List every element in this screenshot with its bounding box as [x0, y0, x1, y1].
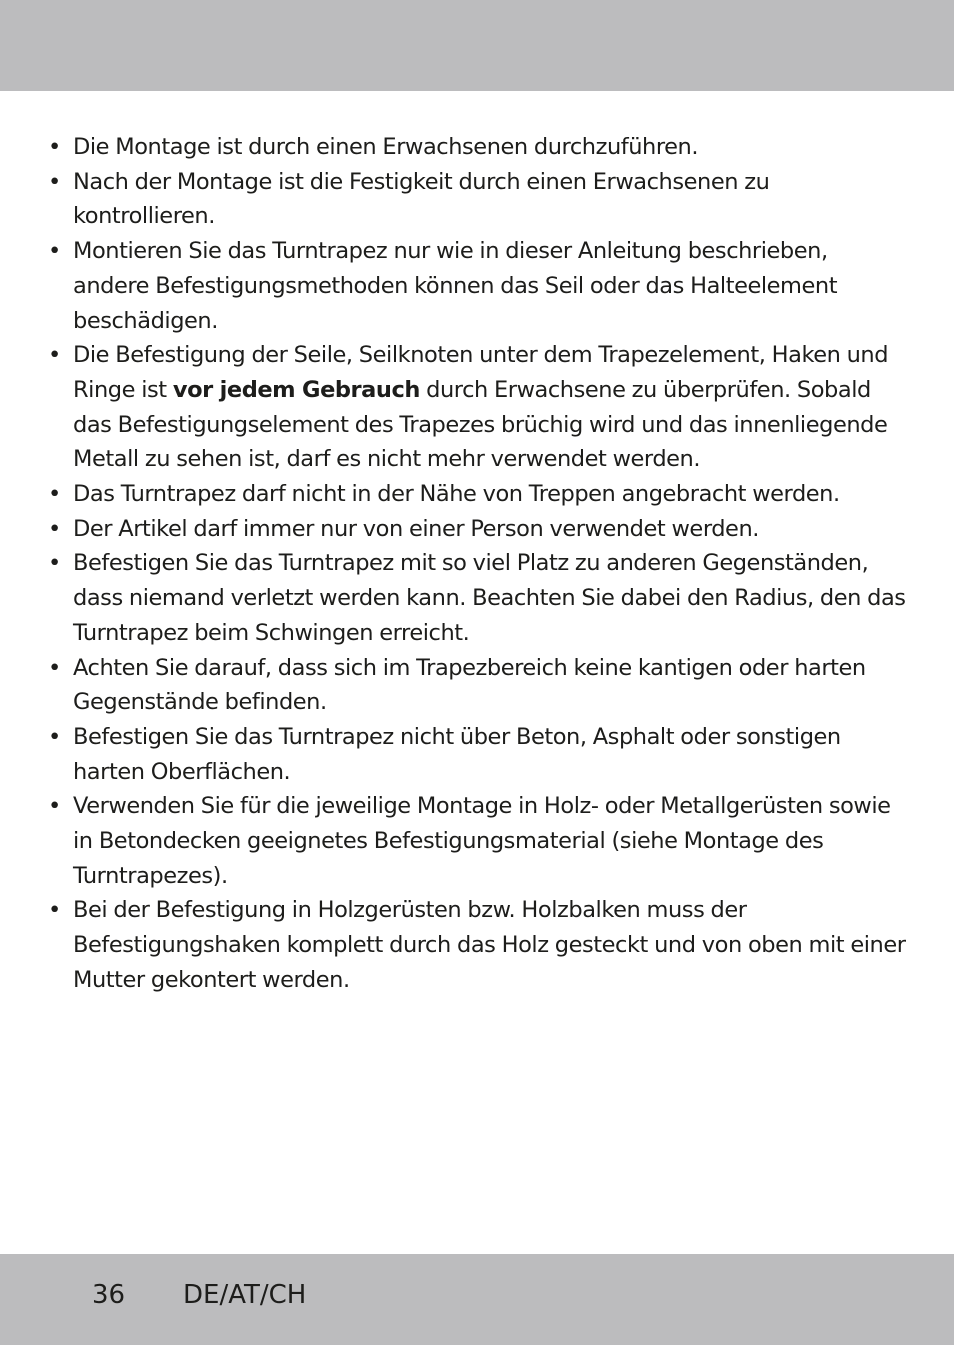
safety-instructions-list — [48, 130, 908, 998]
list-item-text: Achten Sie darauf, dass sich im Trapezbereich keine kantigen oder harten Gegenstände befinden. — [73, 654, 866, 716]
bullet-dot-icon: • — [48, 238, 61, 265]
list-item-text: Verwenden Sie für die jeweilige Montage in Holz- oder Metallgerüsten sowie in Betondecken geeignetes Befestigungsmaterial (siehe Montage des Turntrapezes). — [73, 793, 891, 889]
list-item — [48, 165, 908, 234]
list-item — [48, 512, 908, 547]
list-item — [48, 893, 908, 997]
bullet-dot-icon: • — [48, 550, 61, 577]
list-item — [48, 651, 908, 720]
list-item-text: Montieren Sie das Turntrapez nur wie in dieser Anleitung beschrieben, andere Befestigungsmethoden können das Seil oder das Halteelement beschädigen. — [73, 238, 838, 334]
list-item-text-pre: Die Befestigung der Seile, Seilknoten unter dem Trapezelement, Haken und Ringe ist — [73, 342, 889, 403]
bullet-dot-icon: • — [48, 897, 61, 924]
list-item-text: Die Montage ist durch einen Erwachsenen durchzuführen. — [73, 134, 699, 160]
bullet-dot-icon: • — [48, 168, 61, 195]
bullet-dot-icon: • — [48, 134, 61, 160]
list-item-text: Das Turntrapez darf nicht in der Nähe von Treppen angebracht werden. — [73, 481, 840, 508]
list-item-text: Befestigen Sie das Turntrapez nicht über Beton, Asphalt oder sonstigen harten Oberflächen. — [73, 723, 841, 785]
bullet-dot-icon: • — [48, 342, 61, 369]
list-item-text: Befestigen Sie das Turntrapez mit so viel Platz zu anderen Gegenständen, dass niemand verletzt werden kann. Beachten Sie dabei den Radius, den das Turntrapez beim Schwingen erreicht. — [73, 550, 906, 646]
header-band — [0, 0, 954, 91]
list-item — [48, 130, 908, 165]
list-item-text: Der Artikel darf immer nur von einer Person verwendet werden. — [73, 515, 759, 542]
bullet-dot-icon: • — [48, 481, 61, 508]
bullet-dot-icon: • — [48, 654, 61, 681]
list-item — [48, 546, 908, 650]
list-item-text: Nach der Montage ist die Festigkeit durch einen Erwachsenen zu kontrollieren. — [73, 168, 770, 230]
bullet-dot-icon: • — [48, 723, 61, 750]
list-item — [48, 234, 908, 338]
list-item-text: Bei der Befestigung in Holzgerüsten bzw. Holzbalken muss der Befestigungshaken komplett durch das Holz gesteckt und von oben mit einer Mutter gekontert werden. — [73, 897, 906, 993]
locale-label: DE/AT/CH — [183, 1280, 307, 1310]
footer-band — [0, 1254, 954, 1345]
list-item — [48, 477, 908, 512]
list-item-text-post: durch Erwachsene zu überprüfen. Sobald das Befestigungselement des Trapezes brüchig wird und das innenliegende Metall zu sehen ist, darf es nicht mehr verwendet werden. — [73, 376, 888, 473]
bullet-dot-icon: • — [48, 793, 61, 820]
list-item — [48, 789, 908, 893]
list-item-emphasis: vor jedem Gebrauch — [172, 376, 420, 403]
list-item — [48, 338, 908, 477]
list-item — [48, 720, 908, 789]
page-number: 36 — [92, 1280, 126, 1310]
bullet-dot-icon: • — [48, 515, 61, 542]
